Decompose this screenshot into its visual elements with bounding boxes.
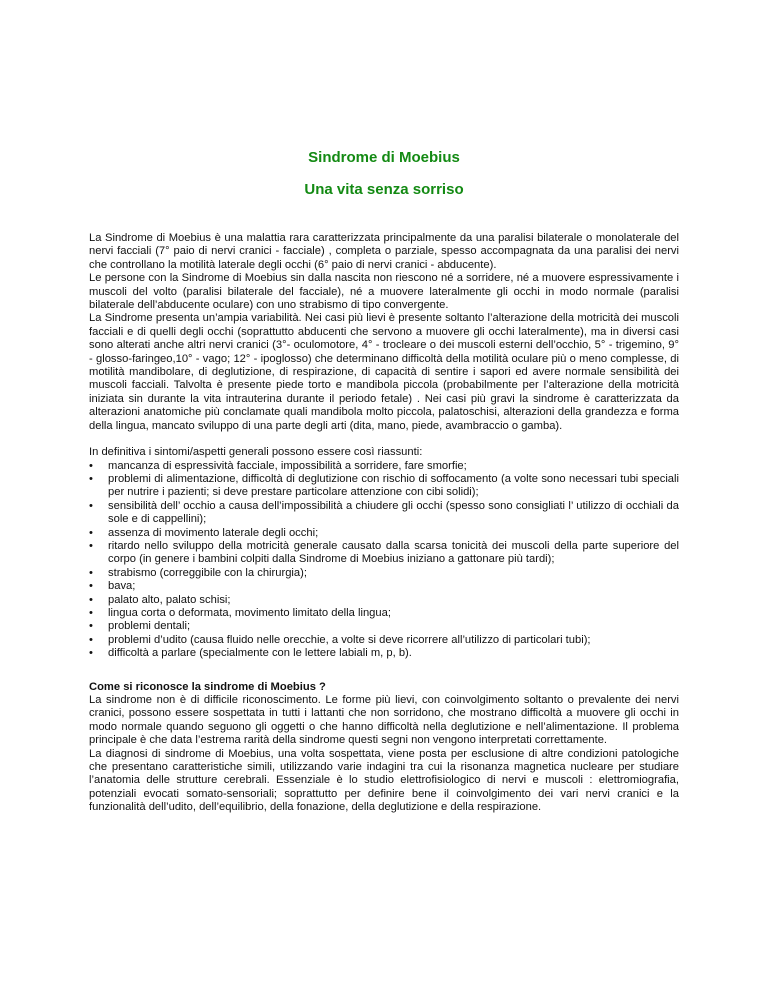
spacer xyxy=(89,433,679,446)
bullet-icon: • xyxy=(89,580,93,593)
document-body xyxy=(89,232,679,815)
bullet-icon: • xyxy=(89,499,93,512)
bullet-icon: • xyxy=(89,539,93,552)
list-item xyxy=(89,647,679,660)
document-title: Sindrome di Moebius xyxy=(308,149,460,166)
bullet-icon: • xyxy=(89,472,93,485)
list-item-text: strabismo (correggibile con la chirurgia); xyxy=(108,566,307,579)
list-item xyxy=(89,620,679,633)
list-item-text: problemi dentali; xyxy=(108,620,191,633)
list-item xyxy=(89,567,679,580)
bullet-icon: • xyxy=(89,606,93,619)
bullet-icon: • xyxy=(89,459,93,472)
list-item-text: mancanza di espressività facciale, impossibilità a sorridere, fare smorfie; xyxy=(108,459,467,472)
list-item-text: lingua corta o deformata, movimento limitato della lingua; xyxy=(108,606,391,619)
list-item xyxy=(89,607,679,620)
bullet-icon: • xyxy=(89,526,93,539)
list-item xyxy=(89,460,679,473)
list-item xyxy=(89,580,679,593)
list-item-text: problemi d’udito (causa fluido nelle orecchie, a volte si deve ricorrere all’utilizzo di particolari tubi); xyxy=(108,633,591,646)
list-item-text: problemi di alimentazione, difficoltà di deglutizione con rischio di soffocamento (a volte sono necessari tubi speciali per nutrire i pazienti; si deve prestare particolare attenzione con cibi solidi); xyxy=(108,472,679,499)
section-paragraph-1: La sindrome non è di difficile riconoscimento. Le forme più lievi, con coinvolgimento soltanto o prevalente dei nervi cranici, possono essere sospettata in tutti i lattanti che non sorridono, che mostrano difficoltà a muovere gli occhi in modo normale quando seguono gli oggetti o che hanno difficoltà nella deglutizione e nell’alimentazione. Il problema principale è che data l’estrema rarità della sindrome questi segni non vengono interpretati correttamente. xyxy=(89,694,679,747)
list-item-text: ritardo nello sviluppo della motricità generale causato dalla scarsa tonicità dei muscoli della parte superiore del corpo (in genere i bambini colpiti dalla Sindrome di Moebius iniziano a gattonare più tardi); xyxy=(108,539,679,566)
list-item xyxy=(89,594,679,607)
section-paragraph-2: La diagnosi di sindrome di Moebius, una volta sospettata, viene posta per esclusione di altre condizioni patologiche che presentano caratteristiche simili, utilizzando varie indagini tra cui la risonanza magnetica nucleare per studiare l’anatomia delle strutture cerebrali. Essenziale è lo studio elettrofisiologico di nervi e muscoli : elettromiografia, potenziali evocati somato-sensoriali; soprattutto per definire bene il coinvolgimento dei vari nervi cranici e la funzionalità dell’udito, dell’equilibrio, della fonazione, della deglutizione e della respirazione. xyxy=(89,747,679,814)
bullet-icon: • xyxy=(89,633,93,646)
list-item xyxy=(89,473,679,500)
spacer xyxy=(89,661,679,681)
bullet-icon: • xyxy=(89,566,93,579)
list-item-text: sensibilità dell’ occhio a causa dell’impossibilità a chiudere gli occhi (spesso sono consigliati l’ utilizzo di occhiali da sole e di cappellini); xyxy=(108,499,679,526)
list-item xyxy=(89,500,679,527)
list-item xyxy=(89,634,679,647)
list-item-text: difficoltà a parlare (specialmente con le lettere labiali m, p, b). xyxy=(108,647,412,660)
list-item xyxy=(89,540,679,567)
list-item-text: palato alto, palato schisi; xyxy=(108,593,231,606)
symptoms-intro: In definitiva i sintomi/aspetti generali possono essere così riassunti: xyxy=(89,446,423,459)
list-item-text: assenza di movimento laterale degli occhi; xyxy=(108,526,319,539)
list-item-text: bava; xyxy=(108,580,136,593)
bullet-icon: • xyxy=(89,620,93,633)
bullet-icon: • xyxy=(89,593,93,606)
intro-paragraph-2: Le persone con la Sindrome di Moebius sin dalla nascita non riescono né a sorridere, né a muovere espressivamente i muscoli del volto (paralisi bilaterale del facciale), né a muovere lateralmente gli occhi in modo normale (paralisi bilaterale dell’abducente oculare) con uno strabismo di tipo convergente. xyxy=(89,272,679,312)
intro-paragraph-3: La Sindrome presenta un’ampia variabilità. Nei casi più lievi è presente soltanto l’alterazione della motricità dei muscoli facciali e di quelli degli occhi (soprattutto abducenti che servono a muovere gli occhi lateralmente), ma in diversi casi sono alterati anche altri nervi cranici (3°- oculomotore, 4° - trocleare o dei muscoli esterni dell’occhio, 5° - trigemino, 9° - glosso-faringeo,10° - vago; 12° - ipoglosso) che determinano difficoltà della motilità oculare più o meno complesse, di motilità mandibolare, di deglutizione, di respirazione, di capacità di sentire i sapori ed avere normale sensibilità dei muscoli facciali. Talvolta è presente piede torto e mandibola piccola (probabilmente per l’alterazione della motricità iniziata sin durante la vita intrauterina durante il periodo fetale) . Nei casi più gravi la sindrome è caratterizzata da alterazioni anatomiche più conclamate quali mandibola molto piccola, palatoschisi, alterazioni della grandezza e forma della lingua, mancato sviluppo di una parte degli arti (dita, mano, piede, avambraccio o gamba). xyxy=(89,312,679,432)
section-heading: Come si riconosce la sindrome di Moebius ? xyxy=(89,680,326,693)
list-item xyxy=(89,527,679,540)
symptoms-list xyxy=(89,460,679,661)
document-subtitle: Una vita senza sorriso xyxy=(304,181,464,198)
intro-paragraph-1: La Sindrome di Moebius è una malattia rara caratterizzata principalmente da una paralisi bilaterale o monolaterale del nervi facciali (7° paio di nervi cranici - facciale) , completa o parziale, spesso accompagnata da una paralisi dei nervi che controllano la motilità laterale degli occhi (6° paio di nervi cranici - abducente). xyxy=(89,232,679,271)
bullet-icon: • xyxy=(89,647,93,660)
